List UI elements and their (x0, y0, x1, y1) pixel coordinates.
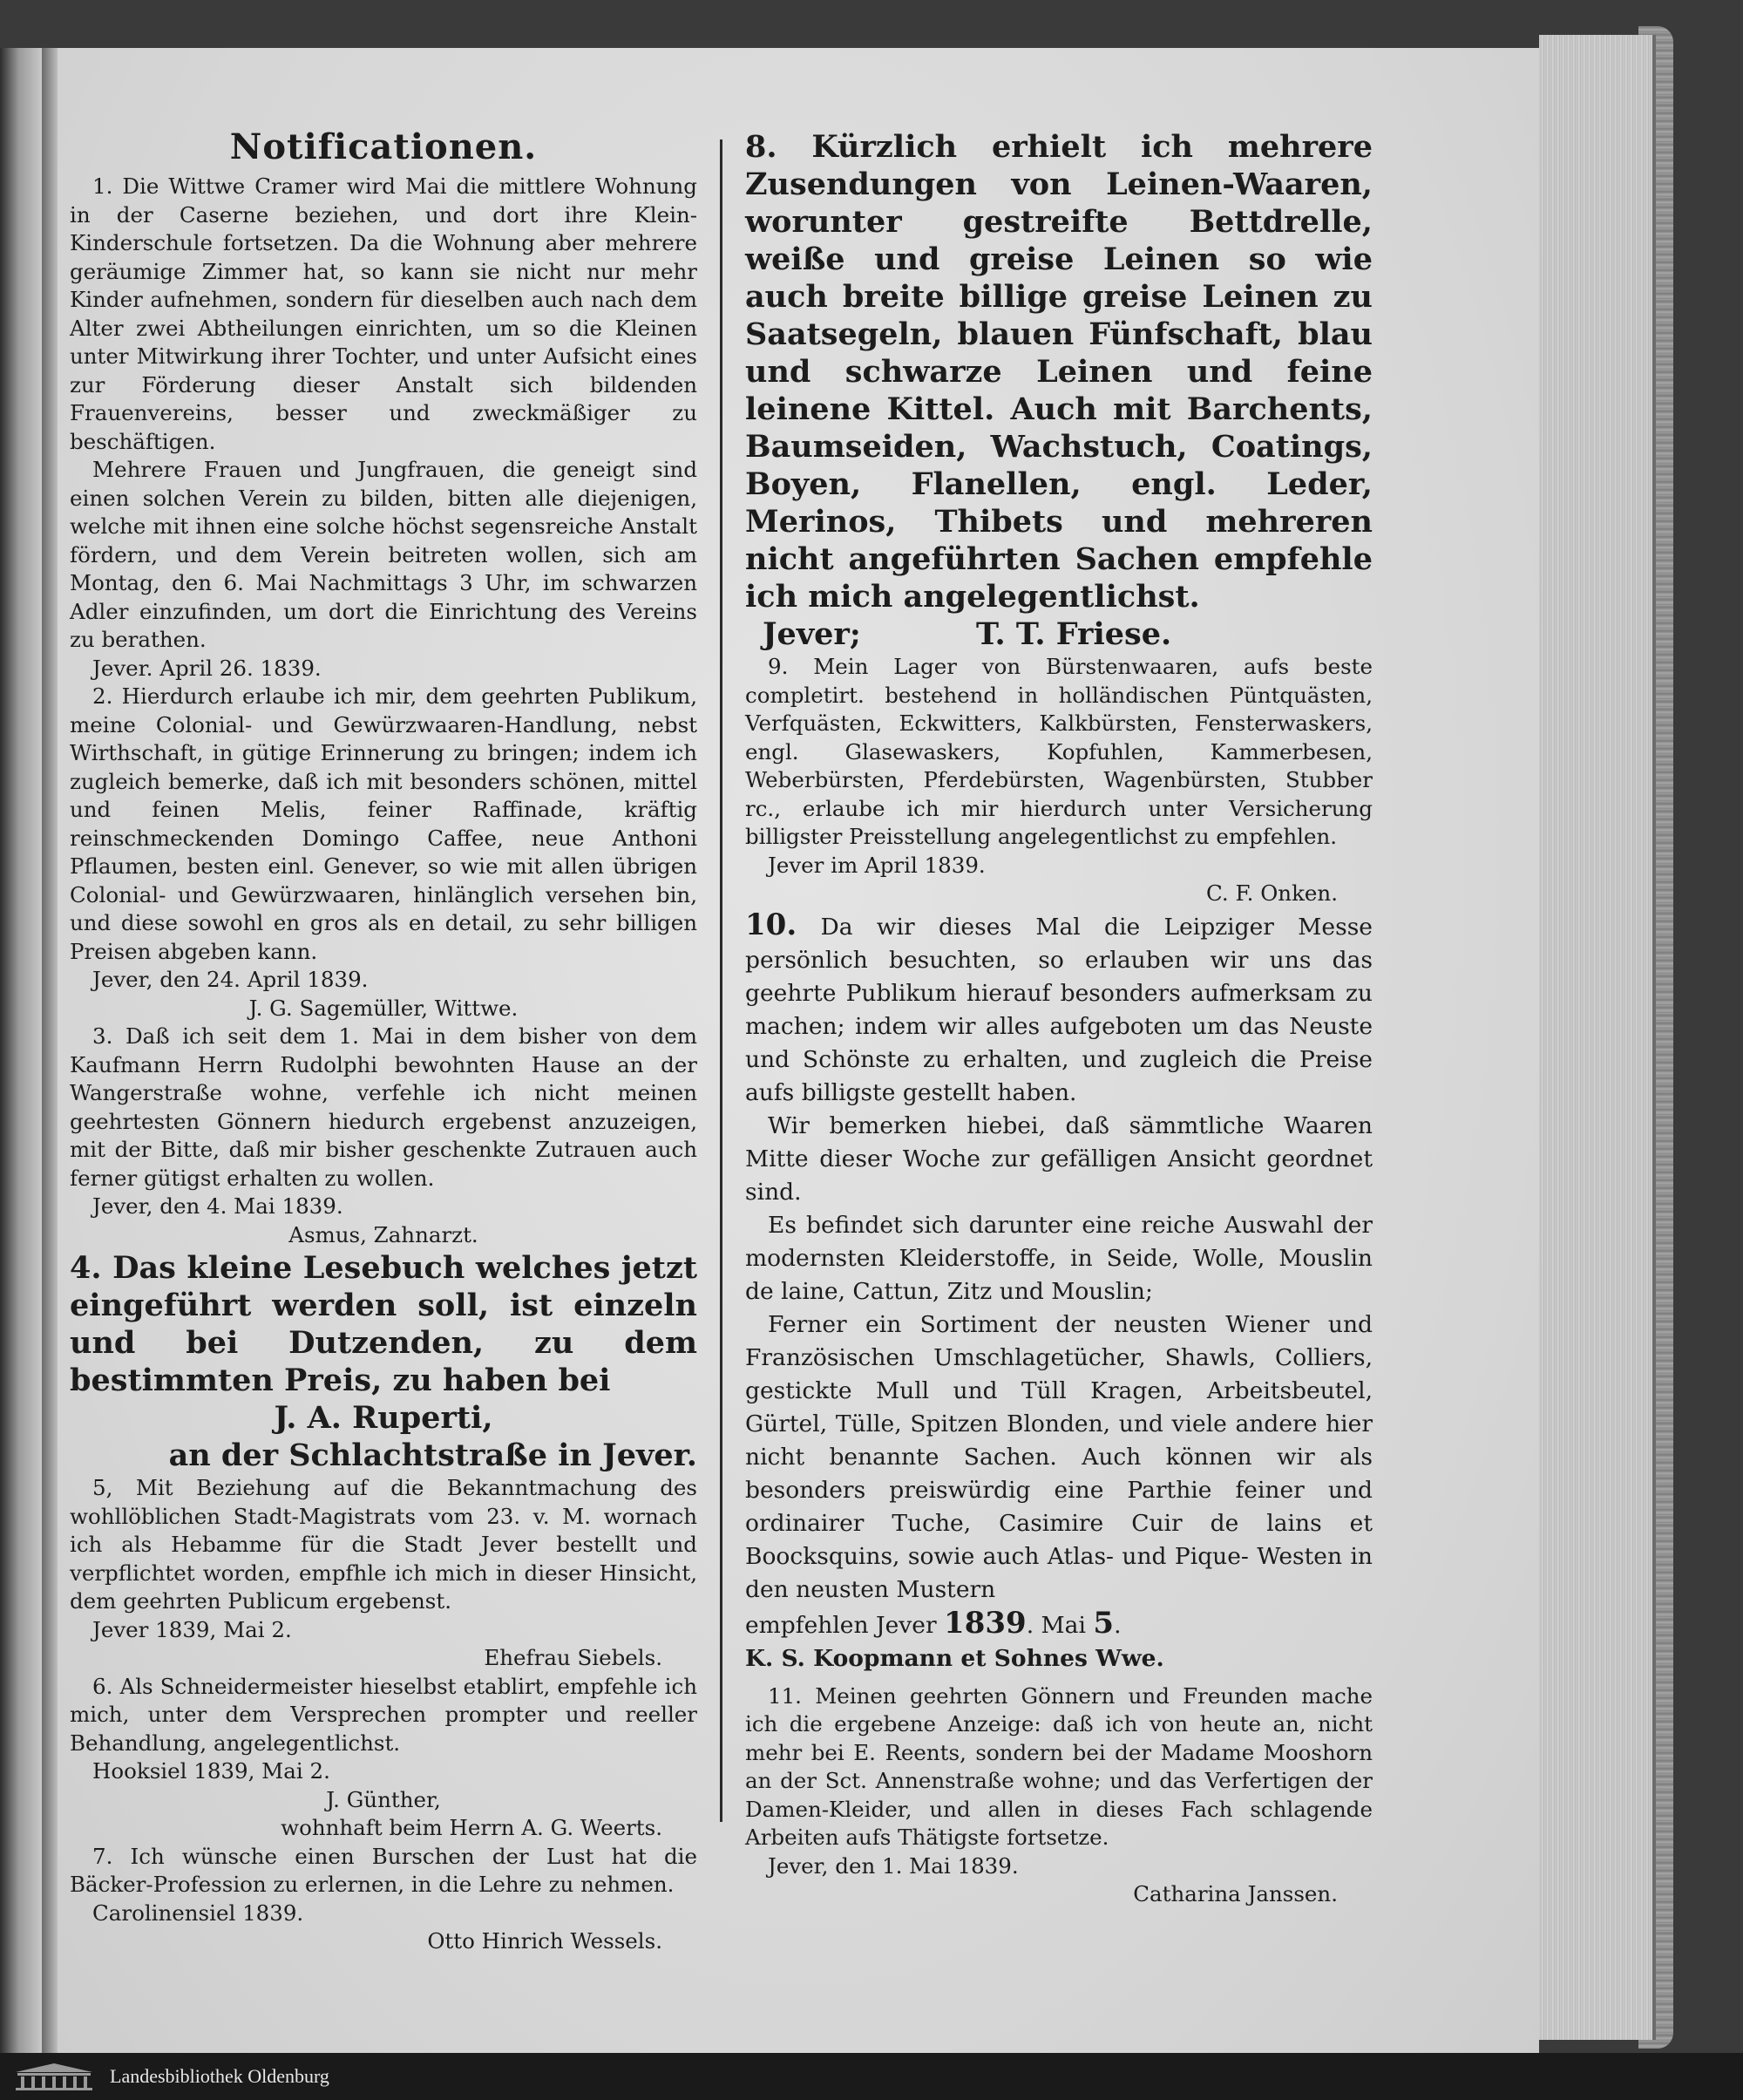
notice-2-signature: J. G. Sagemüller, Wittwe. (248, 995, 519, 1021)
notice-5-signature: Ehefrau Siebels. (484, 1645, 662, 1670)
library-name: Landesbibliothek Oldenburg (110, 2065, 329, 2087)
notice-6-text: 6. Als Schneidermeister hieselbst etablirt, empfehle ich mich, unter dem Versprechen prompter und reeller Behandlung, angelegentlichst. (70, 1673, 697, 1756)
notice-7-signature: Otto Hinrich Wessels. (427, 1928, 662, 1954)
notice-10-closing-post: . (1114, 1611, 1122, 1639)
notice-1-text: 1. Die Wittwe Cramer wird Mai die mittlere Wohnung in der Caserne beziehen, und dort ihre Klein-Kinderschule fortsetzen. Da die Wohnung aber mehrere geräumige Zimmer hat, so kann sie nicht nur mehr Kinder aufnehmen, sondern für dieselben auch nach dem Alter zwei Abtheilungen einrichten, um so die Kleinen unter Mitwirkung ihrer Tochter, und unter Aufsicht eines zur Förderung dieser Anstalt sich bildenden Frauenvereins, besser und zweckmäßiger zu beschäftigen. (70, 173, 697, 454)
notice-8-text: 8. Kürzlich erhielt ich mehrere Zusendungen von Leinen-Waaren, worunter gestreifte Bettdrelle, weiße und greise Leinen so wie auch breite billige greise Leinen zu Saatsegeln, blauen Fünfschaft, blau und schwarze Leinen und feine leinene Kittel. Auch mit Barchents, Baumseiden, Wachstuch, Coatings, Boyen, Flanellen, engl. Leder, Merinos, Thibets und mehreren nicht angeführten Sachen empfehle ich mich angelegentlichst. (745, 129, 1373, 615)
section-heading: Notificationen. (229, 126, 538, 167)
notice-10-text2: Wir bemerken hiebei, daß sämmtliche Waaren Mitte dieser Woche zur gefälligen Ansicht geordnet sind. (745, 1111, 1373, 1206)
left-page-edge (0, 48, 42, 2053)
notice-11-signature: Catharina Janssen. (1133, 1881, 1338, 1906)
notice-8-signature: T. T. Friese. (975, 616, 1172, 652)
notice-6-date: Hooksiel 1839, Mai 2. (92, 1758, 330, 1784)
notice-10-number: 10. (745, 907, 797, 942)
library-building-icon (12, 2062, 96, 2091)
notice-11-text: 11. Meinen geehrten Gönnern und Freunden mache ich die ergebene Anzeige: daß ich von heute an, nicht mehr bei E. Reents, sondern bei der Madame Mooshorn an der Sct. Annenstraße wohne; und das Verfertigen der Damen-Kleider, und allen in dieses Fach schlagende Arbeiten aufs Thätigste fortsetze. (745, 1682, 1373, 1850)
notice-10-closing (745, 1607, 1373, 1642)
notice-1-date: Jever. April 26. 1839. (92, 655, 322, 681)
notice-4-address: an der Schlachtstraße in Jever. (168, 1437, 697, 1473)
book-gutter (42, 48, 58, 2053)
notice-10-closing-mid: . Mai (1026, 1611, 1086, 1639)
notice-2-text: 2. Hierdurch erlaube ich mir, dem geehrten Publikum, meine Colonial- und Gewürzwaaren-Handlung, nebst Wirthschaft, in gütige Erinnerung zu bringen; indem ich zugleich bemerke, daß ich mit besonders schönen, mittel und feinen Melis, feiner Raffinade, kräftig reinschmeckenden Domingo Caffee, neue Anthoni Pflaumen, besten einl. Genever, so wie mit allen übrigen Colonial- und Gewürzwaaren, hinlänglich versehen bin, und diese sowohl en gros als en detail, zu sehr billigen Preisen abgeben kann. (70, 683, 697, 964)
notice-11-date: Jever, den 1. Mai 1839. (768, 1852, 1019, 1879)
notice-10-text3: Es befindet sich darunter eine reiche Auswahl der modernsten Kleiderstoffe, in Seide, Wolle, Mouslin de laine, Cattun, Zitz und Mouslin; (745, 1211, 1373, 1305)
right-column (745, 83, 1373, 1909)
notice-2-date: Jever, den 24. April 1839. (92, 967, 369, 992)
notice-10-closing-year: 1839 (944, 1605, 1027, 1641)
notice-6-signature2: wohnhaft beim Herrn A. G. Weerts. (281, 1815, 662, 1840)
notice-5-text: 5, Mit Beziehung auf die Bekanntmachung des wohllöblichen Stadt-Magistrats vom 23. v. M. wornach ich als Hebamme für die Stadt Jever bestellt und verpflichtet worden, empfhle ich mich in dieser Hinsicht, dem geehrten Publicum ergebenst. (70, 1475, 697, 1614)
notice-7-text: 7. Ich wünsche einen Burschen der Lust hat die Bäcker-Profession zu erlernen, in die Lehre zu nehmen. (70, 1843, 697, 1897)
column-divider (720, 139, 722, 1822)
footer-bar (0, 2053, 1743, 2100)
notice-7-date: Carolinensiel 1839. (92, 1900, 304, 1926)
notice-3-date: Jever, den 4. Mai 1839. (92, 1193, 343, 1219)
notice-5-date: Jever 1839, Mai 2. (92, 1616, 292, 1642)
notice-9-date: Jever im April 1839. (768, 852, 986, 878)
notice-8-place: Jever; (763, 616, 861, 652)
notice-4-text: 4. Das kleine Lesebuch welches jetzt eingeführt werden soll, ist einzeln und bei Dutzenden, zu dem bestimmten Preis, zu haben bei (70, 1250, 697, 1398)
notice-10-closing-pre: empfehlen Jever (745, 1611, 937, 1639)
notice-6-signature: J. Günther, (326, 1786, 441, 1812)
notice-1-text2: Mehrere Frauen und Jungfrauen, die geneigt sind einen solchen Verein zu bilden, bitten alle diejenigen, welche mit ihnen eine solche höchst segensreiche Anstalt fördern, und dem Verein beitreten wollen, sich am Montag, den 6. Mai Nachmittags 3 Uhr, im schwarzen Adler einzufinden, um dort die Einrichtung des Vereins zu berathen. (70, 457, 697, 652)
notice-10-closing-day: 5 (1093, 1605, 1115, 1641)
notice-3-text: 3. Daß ich seit dem 1. Mai in dem bisher von dem Kaufmann Herrn Rudolphi bewohnten Hause an der Wangerstraße wohne, verfehle ich nicht meinen geehrtesten Gönnern hiedurch ergebenst anzuzeigen, mit der Bitte, daß mir bisher geschenkte Zutrauen auch ferner gütigst erhalten zu wollen. (70, 1023, 697, 1191)
notice-3-signature: Asmus, Zahnarzt. (288, 1221, 478, 1247)
notice-10-text (745, 908, 1373, 1110)
notice-10-body: Da wir dieses Mal die Leipziger Messe persönlich besuchten, so erlauben wir uns das geehrte Publikum hierauf besonders aufmerksam zu machen; indem wir alles aufgeboten um das Neuste und Schönste zu erhalten, und zugleich die Preise aufs billigste gestellt haben. (745, 913, 1373, 1106)
notice-4-name: J. A. Ruperti, (274, 1400, 493, 1436)
notice-9-signature: C. F. Onken. (1206, 880, 1338, 906)
notice-9-text: 9. Mein Lager von Bürstenwaaren, aufs beste completirt. bestehend in holländischen Püntquästen, Verfquästen, Eckwitters, Kalkbürsten, Fensterwaskers, engl. Glasewaskers, Kopfuhlen, Kammerbesen, Weberbürsten, Pferdebürsten, Wagenbürsten, Stubber rc., erlaube ich mir hierdurch unter Versicherung billigster Preisstellung angelegentlichst zu empfehlen. (745, 654, 1373, 849)
notice-10-text4: Ferner ein Sortiment der neusten Wiener und Französischen Umschlagetücher, Shawls, Colliers, gestickte Mull und Tüll Kragen, Arbeitsbeutel, Gürtel, Tülle, Spitzen Blonden, und viele andere hier nicht benannte Sachen. Auch können wir als besonders preiswürdig eine Parthie feiner und ordinairer Tuche, Casimire Cuir de lains et Boocksquins, sowie auch Atlas- und Pique- Westen in den neusten Mustern (745, 1310, 1373, 1603)
page-stack-edge (1539, 35, 1656, 2040)
notice-10-signature: K. S. Koopmann et Sohnes Wwe. (745, 1644, 1164, 1672)
notice-8-signature-line (745, 615, 1373, 653)
left-column (70, 83, 697, 1956)
